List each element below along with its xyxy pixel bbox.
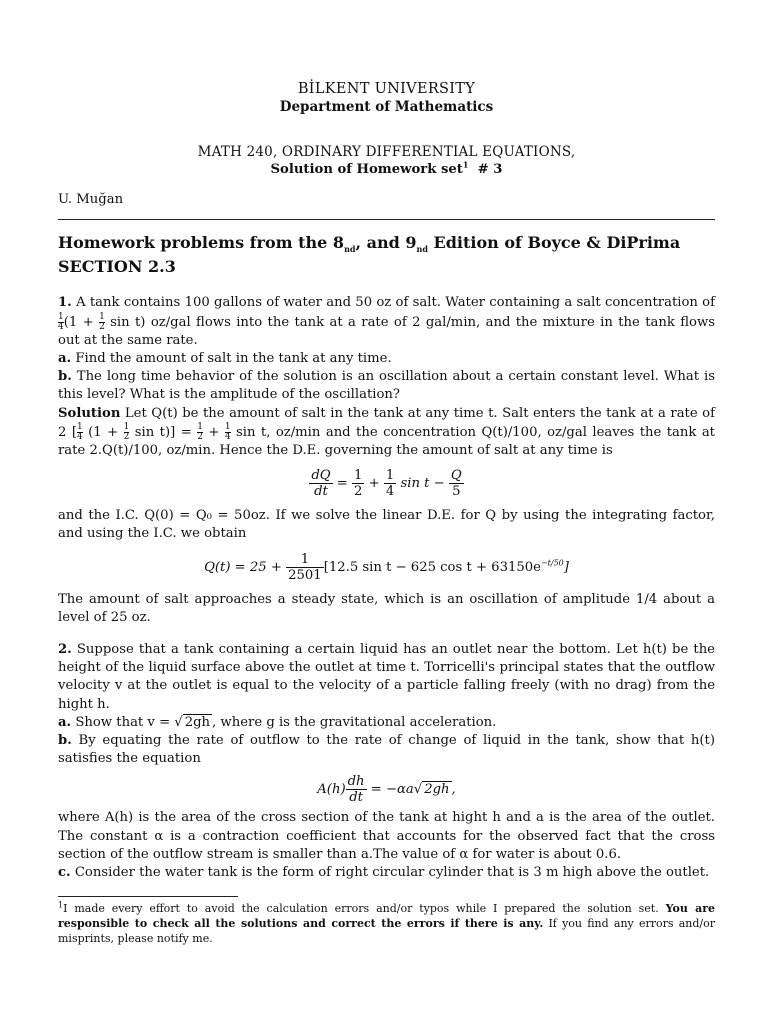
problem-1-conclusion: The amount of salt approaches a steady state, which is an oscillation of amplitude 1/4 about a level of 25 oz. bbox=[58, 591, 715, 625]
problem-2-part-a: a. Show that v = √ 2gh , where g is the gravitational acceleration. bbox=[58, 714, 497, 730]
solution-set-title: Solution of Homework set$^1$ # 3 bbox=[270, 159, 503, 177]
author: U. Muğan bbox=[58, 192, 124, 207]
section-heading: Homework problems from the $8_{nd}$, and $9_{nd}$ Edition of Boyce & DiPrima SECTION 2.3 bbox=[58, 233, 681, 277]
problem-2-statement: 2. Suppose that a tank containing a certain liquid has an outlet near the bottom. Let h(t) be the height of the liquid surface above the outlet at time t. Torricelli's principal states that the outflow velocity v at the outlet is equal to the velocity of a particle falling freely (with no drag) from the hight h. bbox=[58, 642, 715, 712]
problem-1-part-a: a. Find the amount of salt in the tank at any time. bbox=[58, 351, 392, 366]
document-page bbox=[58, 80, 715, 882]
divider bbox=[58, 219, 715, 220]
equation-torricelli: A(h) $\frac{dh}{dt}$ = −αa√ 2gh , bbox=[317, 774, 456, 806]
course-title: MATH 240, ORDINARY DIFFERENTIAL EQUATIONS, bbox=[197, 144, 576, 160]
equation-q-of-t: Q(t) = 25 + $\frac{1}{2501}$ [12.5 sin t − 625 $\cos t + 63150e^{-t/50}$] bbox=[204, 551, 569, 583]
footnote-divider bbox=[58, 896, 238, 897]
university-name: BİLKENT UNIVERSITY bbox=[297, 81, 476, 97]
initial-condition-text: and the I.C. Q(0) = Q₀ = 50oz. If we solve the linear D.E. for Q by using the integrating factor, and using the I.C. we obtain bbox=[58, 508, 715, 542]
problem-2-part-c: c. Consider the water tank is the form of right circular cylinder that is 3 m high above the outlet. bbox=[58, 865, 710, 881]
problem-2-part-b: b. By equating the rate of outflow to the rate of change of liquid in the tank, show that h(t) satisfies the equation bbox=[58, 733, 715, 767]
equation-dq-dt: $\frac{dQ}{dt}$ = $\frac{1}{2}$ + $\frac{1}{4}$ sin t − $\frac{Q}{5}$ bbox=[311, 468, 462, 500]
problem-1-statement: 1. A tank contains 100 gallons of water and 50 oz of salt. Water containing a salt concentration of $\frac{1}{4}$ (1 + $\frac{1}{2}$ sin t) oz/gal flows into the tank at a rate of 2 gal/min, and the mixture in the tank flows out at the same rate. bbox=[58, 295, 715, 348]
problem-1-solution: Solution Let Q(t) be the amount of salt in the tank at any time t. Salt enters the tank at a rate of 2 [ $\frac{1}{4}$ (1 + $\frac{1}{2}$ sin t)] = $\frac{1}{2}$ + $\frac{1}{4}$ sin t, oz/min and the concentration Q(t)/100, oz/gal leaves the tank at rate 2.Q(t)/100, oz/min. Hence the D.E. governing the amount of salt at any time is bbox=[58, 405, 715, 459]
problem-2-explanation: where A(h) is the area of the cross section of the tank at hight h and a is the area of the outlet. The constant α is a contraction coefficient that accounts for the observed fact that the cross section of the outflow stream is smaller than a.The value of α for water is about 0.6. bbox=[58, 810, 715, 862]
footnote: $^1$I made every effort to avoid the calculation errors and/or typos while I prepared the solution set. You are responsible to check all the solutions and correct the errors if there is any. If you find any errors and/or misprints, please notify me. bbox=[58, 900, 715, 945]
department-name: Department of Mathematics bbox=[279, 99, 494, 115]
problem-1-part-b: b. The long time behavior of the solution is an oscillation about a certain constant level. What is this level? What is the amplitude of the oscillation? bbox=[58, 369, 715, 403]
